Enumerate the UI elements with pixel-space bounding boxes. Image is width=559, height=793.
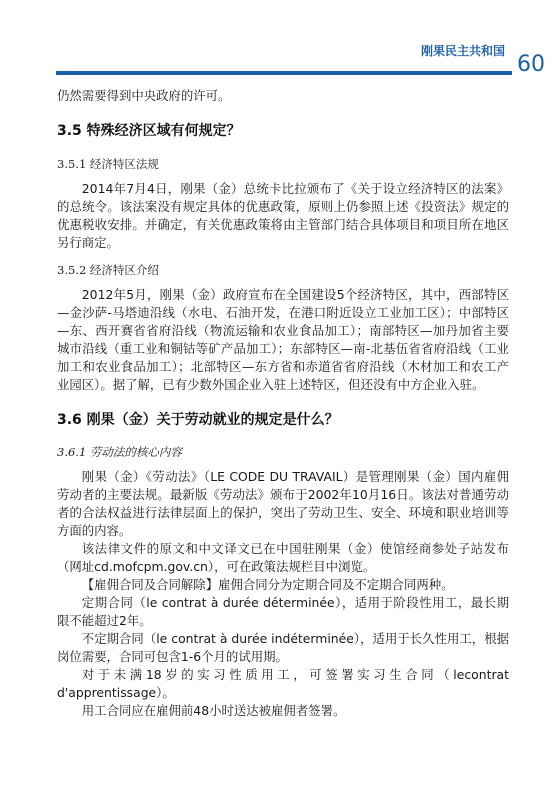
paragraph-fixed-term: 定期合同（le contrat à durée déterminée），适用于阶段性用工，最长期限不能超过2年。 [57, 595, 509, 628]
page-number: 60 [517, 52, 545, 77]
paragraph-contract-delivery: 用工合同应在雇佣前48小时送达被雇佣者签署。 [81, 703, 346, 718]
paragraph-3-5-2: 2012年5月，刚果（金）政府宣布在全国建设5个经济特区，其中，西部特区—金沙萨-马塔迪沿线（水电、石油开发，在港口附近设立工业加工区）；中部特区—东、西开赛省省府沿线（物流运输和农业食品加工）；南部特区—加丹加省主要城市沿线（重工业和铜钴等矿产品加工）；东部特区—南-北基伍省省府沿线（工业加工和农业食品加工）；北部特区—东方省和赤道省省府沿线（木材加工和农工产业园区）。据了解，已有少数外国企业入驻上述特区，但还没有中方企业入驻。 [57, 287, 509, 392]
running-header-title: 刚果民主共和国 [420, 44, 505, 58]
paragraph-translation: 该法律文件的原文和中文译文已在中国驻刚果（金）使馆经商参处子站发布（网址cd.mofcpm.gov.cn），可在政策法规栏目中浏览。 [57, 541, 509, 574]
subsection-heading-3-5-1: 3.5.1 经济特区法规 [57, 157, 159, 171]
paragraph-indefinite-term: 不定期合同（le contrat à durée indéterminée），适用于长久性用工，根据岗位需要，合同可包含1-6个月的试用期。 [57, 631, 509, 664]
paragraph-3-5-1: 2014年7月4日，刚果（金）总统卡比拉颁布了《关于设立经济特区的法案》的总统令。该法案没有规定具体的优惠政策，原则上仍参照上述《投资法》规定的优惠税收安排。并确定，有关优惠政策将由主管部门结合具体项目和项目所在地区另行商定。 [57, 181, 509, 250]
subsection-heading-3-5-2: 3.5.2 经济特区介绍 [57, 263, 159, 277]
paragraph-contract-types: 【雇佣合同及合同解除】雇佣合同分为定期合同及不定期合同两种。 [81, 577, 454, 592]
paragraph-apprenticeship: 对于未满18岁的实习性质用工，可签署实习生合同（lecontrat d'apprentissage）。 [57, 667, 509, 700]
continuation-line: 仍然需要得到中央政府的许可。 [57, 88, 231, 103]
page-body [57, 87, 509, 720]
section-heading-3-5: 3.5 特殊经济区域有何规定？ [57, 123, 241, 139]
subsection-heading-3-6-1: 3.6.1 劳动法的核心内容 [57, 445, 182, 459]
header-rule [56, 71, 512, 75]
section-heading-3-6: 3.6 刚果（金）关于劳动就业的规定是什么？ [57, 412, 339, 428]
paragraph-labor-code: 刚果（金）《劳动法》（LE CODE DU TRAVAIL）是管理刚果（金）国内雇佣劳动者的主要法规。最新版《劳动法》颁布于2002年10月16日。该法对普通劳动者的合法权益进行法律层面上的保护，突出了劳动卫生、安全、环境和职业培训等方面的内容。 [57, 469, 509, 538]
